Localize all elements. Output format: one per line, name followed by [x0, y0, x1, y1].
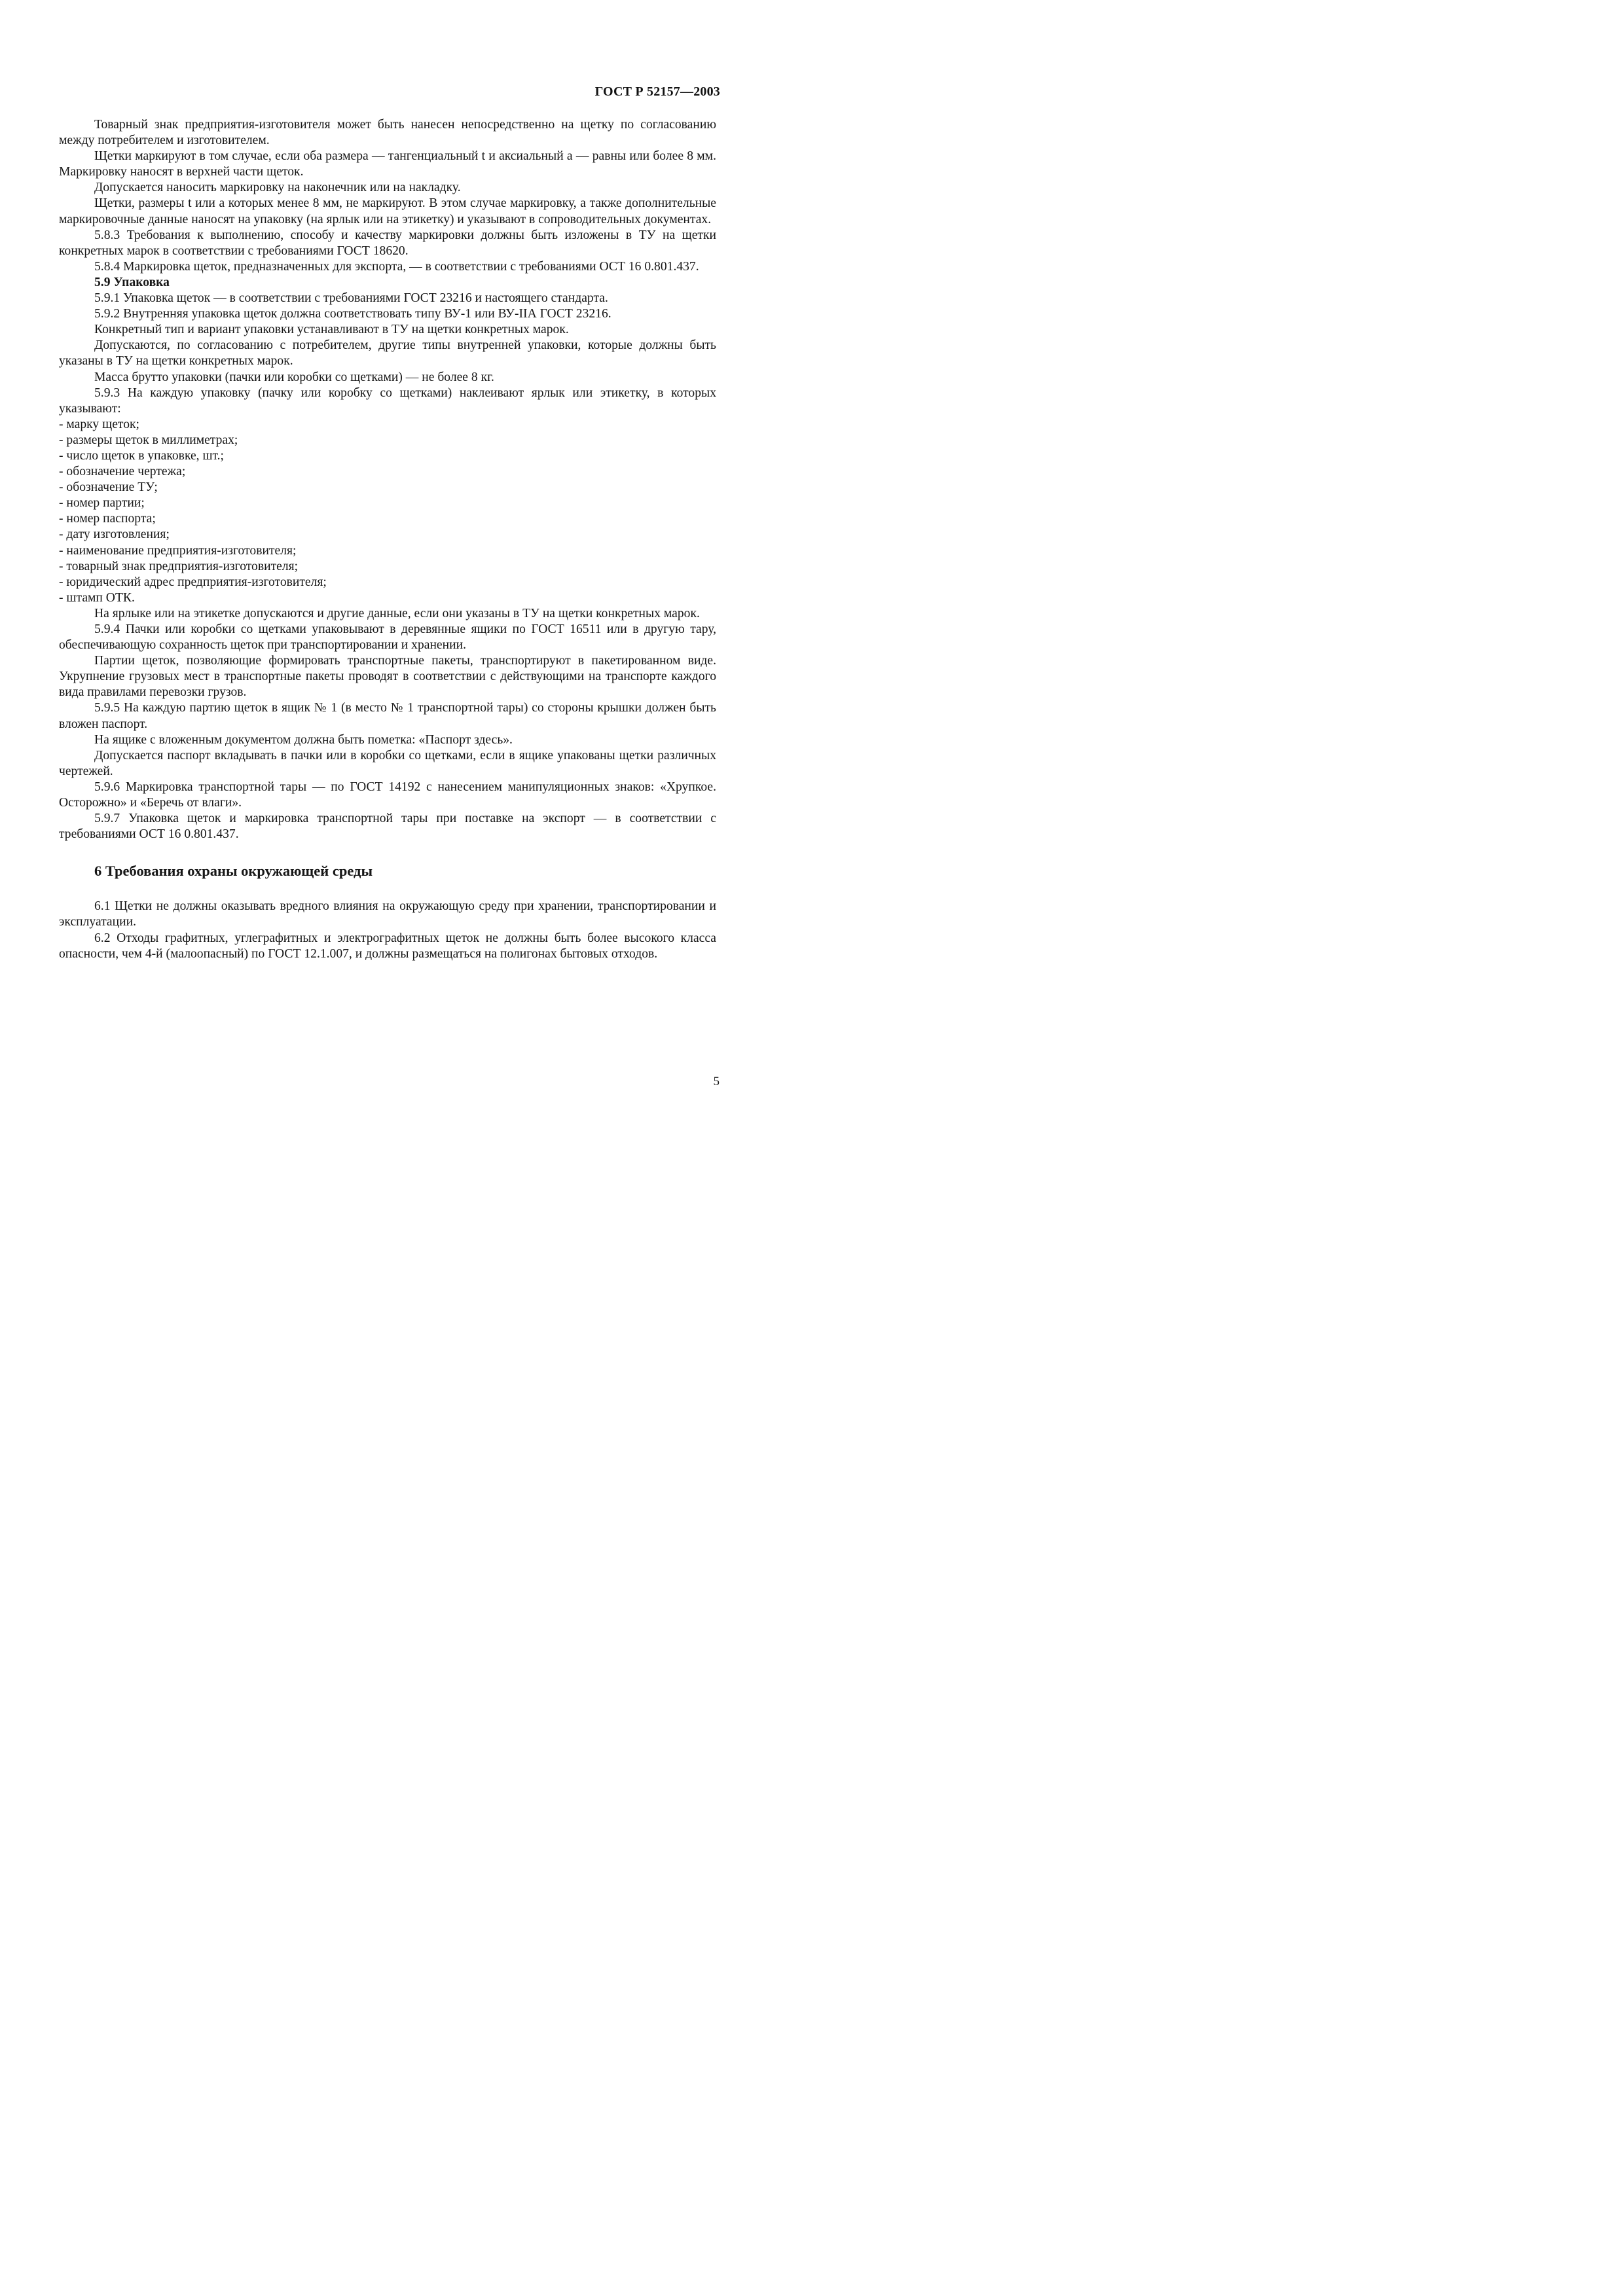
document-page — [0, 0, 812, 1148]
paragraph: Допускается наносить маркировку на наконечник или на накладку. — [94, 181, 461, 195]
list-item: - число щеток в упаковке, шт.; — [59, 448, 224, 463]
list-item: - марку щеток; — [59, 417, 139, 431]
clause-5-9-1: 5.9.1 Упаковка щеток — в соответствии с требованиями ГОСТ 23216 и настоящего стандарта. — [94, 291, 608, 306]
paragraph: Масса брутто упаковки (пачки или коробки со щетками) — не более 8 кг. — [94, 370, 494, 384]
list-item: - обозначение ТУ; — [59, 480, 158, 495]
list-item: - номер партии; — [59, 496, 145, 511]
paragraph: Товарный знак предприятия-изготовителя может быть нанесен непосредственно на щетку по согласованию между потребителем и изготовителем. — [59, 118, 716, 148]
list-item: - дату изготовления; — [59, 528, 170, 542]
paragraph: Допускается паспорт вкладывать в пачки или в коробки со щетками, если в ящике упакованы щетки различных чертежей. — [59, 748, 716, 778]
paragraph: Допускаются, по согласованию с потребителем, другие типы внутренней упаковки, которые должны быть указаны в ТУ на щетки конкретных марок. — [59, 338, 716, 368]
list-item: - размеры щеток в миллиметрах; — [59, 433, 238, 447]
clause-5-8-4: 5.8.4 Маркировка щеток, предназначенных для экспорта, — в соответствии с требованиями ОСТ 16 0.801.437. — [94, 259, 699, 274]
clause-5-9-2: 5.9.2 Внутренняя упаковка щеток должна соответствовать типу ВУ-1 или ВУ-IIА ГОСТ 23216. — [94, 307, 611, 321]
clause-5-9-6: 5.9.6 Маркировка транспортной тары — по ГОСТ 14192 с нанесением манипуляционных знаков: «Хрупкое. Осторожно» и «Беречь от влаги». — [59, 780, 716, 810]
paragraph: Партии щеток, позволяющие формировать транспортные пакеты, транспортируют в пакетированном виде. Укрупнение грузовых мест в транспортные пакеты проводят в соответствии с действующими на транспорте каждого вида правилами перевозки грузов. — [59, 654, 716, 700]
paragraph: На ярлыке или на этикетке допускаются и другие данные, если они указаны в ТУ на щетки конкретных марок. — [94, 606, 700, 620]
paragraph: На ящике с вложенным документом должна быть пометка: «Паспорт здесь». — [94, 732, 513, 747]
clause-6-2: 6.2 Отходы графитных, углеграфитных и электрографитных щеток не должны быть более высокого класса опасности, чем 4-й (малоопасный) по ГОСТ 12.1.007, и должны размещаться на полигонах бытовых отходов. — [59, 931, 716, 961]
list-item: - товарный знак предприятия-изготовителя; — [59, 559, 299, 573]
clause-5-9-7: 5.9.7 Упаковка щеток и маркировка транспортной тары при поставке на экспорт — в соответствии с требованиями ОСТ 16 0.801.437. — [59, 812, 716, 842]
page-number: 5 — [713, 1075, 720, 1088]
list-item: - юридический адрес предприятия-изготовителя; — [59, 575, 327, 589]
list-item: - штамп ОТК. — [59, 590, 135, 605]
paragraph: Конкретный тип и вариант упаковки устанавливают в ТУ на щетки конкретных марок. — [94, 323, 569, 337]
clause-6-1: 6.1 Щетки не должны оказывать вредного влияния на окружающую среду при хранении, транспортировании и эксплуатации. — [59, 899, 716, 929]
paragraph: Щетки, размеры t или a которых менее 8 мм, не маркируют. В этом случае маркировку, а также дополнительные маркировочные данные наносят на упаковку (на ярлык или на этикетку) и указывают в сопроводительных документах. — [59, 196, 716, 226]
clause-5-9-3: 5.9.3 На каждую упаковку (пачку или коробку со щетками) наклеивают ярлык или этикетку, в которых указывают: — [59, 386, 716, 416]
document-body — [59, 117, 716, 962]
paragraph: Щетки маркируют в том случае, если оба размера — тангенциальный t и аксиальный a — равны или более 8 мм. Маркировку наносят в верхней части щеток. — [59, 149, 716, 179]
section-heading-6: 6 Требования охраны окружающей среды — [94, 863, 373, 880]
clause-5-8-3: 5.8.3 Требования к выполнению, способу и качеству маркировки должны быть изложены в ТУ на щетки конкретных марок в соответствии с требованиями ГОСТ 18620. — [59, 228, 716, 258]
clause-5-9-4: 5.9.4 Пачки или коробки со щетками упаковывают в деревянные ящики по ГОСТ 16511 или в другую тару, обеспечивающую сохранность щеток при транспортировании и хранении. — [59, 622, 716, 653]
subsection-heading-5-9: 5.9 Упаковка — [94, 275, 170, 289]
document-code-header: ГОСТ Р 52157—2003 — [594, 84, 720, 99]
list-item: - наименование предприятия-изготовителя; — [59, 543, 297, 558]
list-item: - номер паспорта; — [59, 512, 156, 526]
list-item: - обозначение чертежа; — [59, 465, 186, 479]
clause-5-9-5: 5.9.5 На каждую партию щеток в ящик № 1 (в место № 1 транспортной тары) со стороны крышки должен быть вложен паспорт. — [59, 701, 716, 731]
